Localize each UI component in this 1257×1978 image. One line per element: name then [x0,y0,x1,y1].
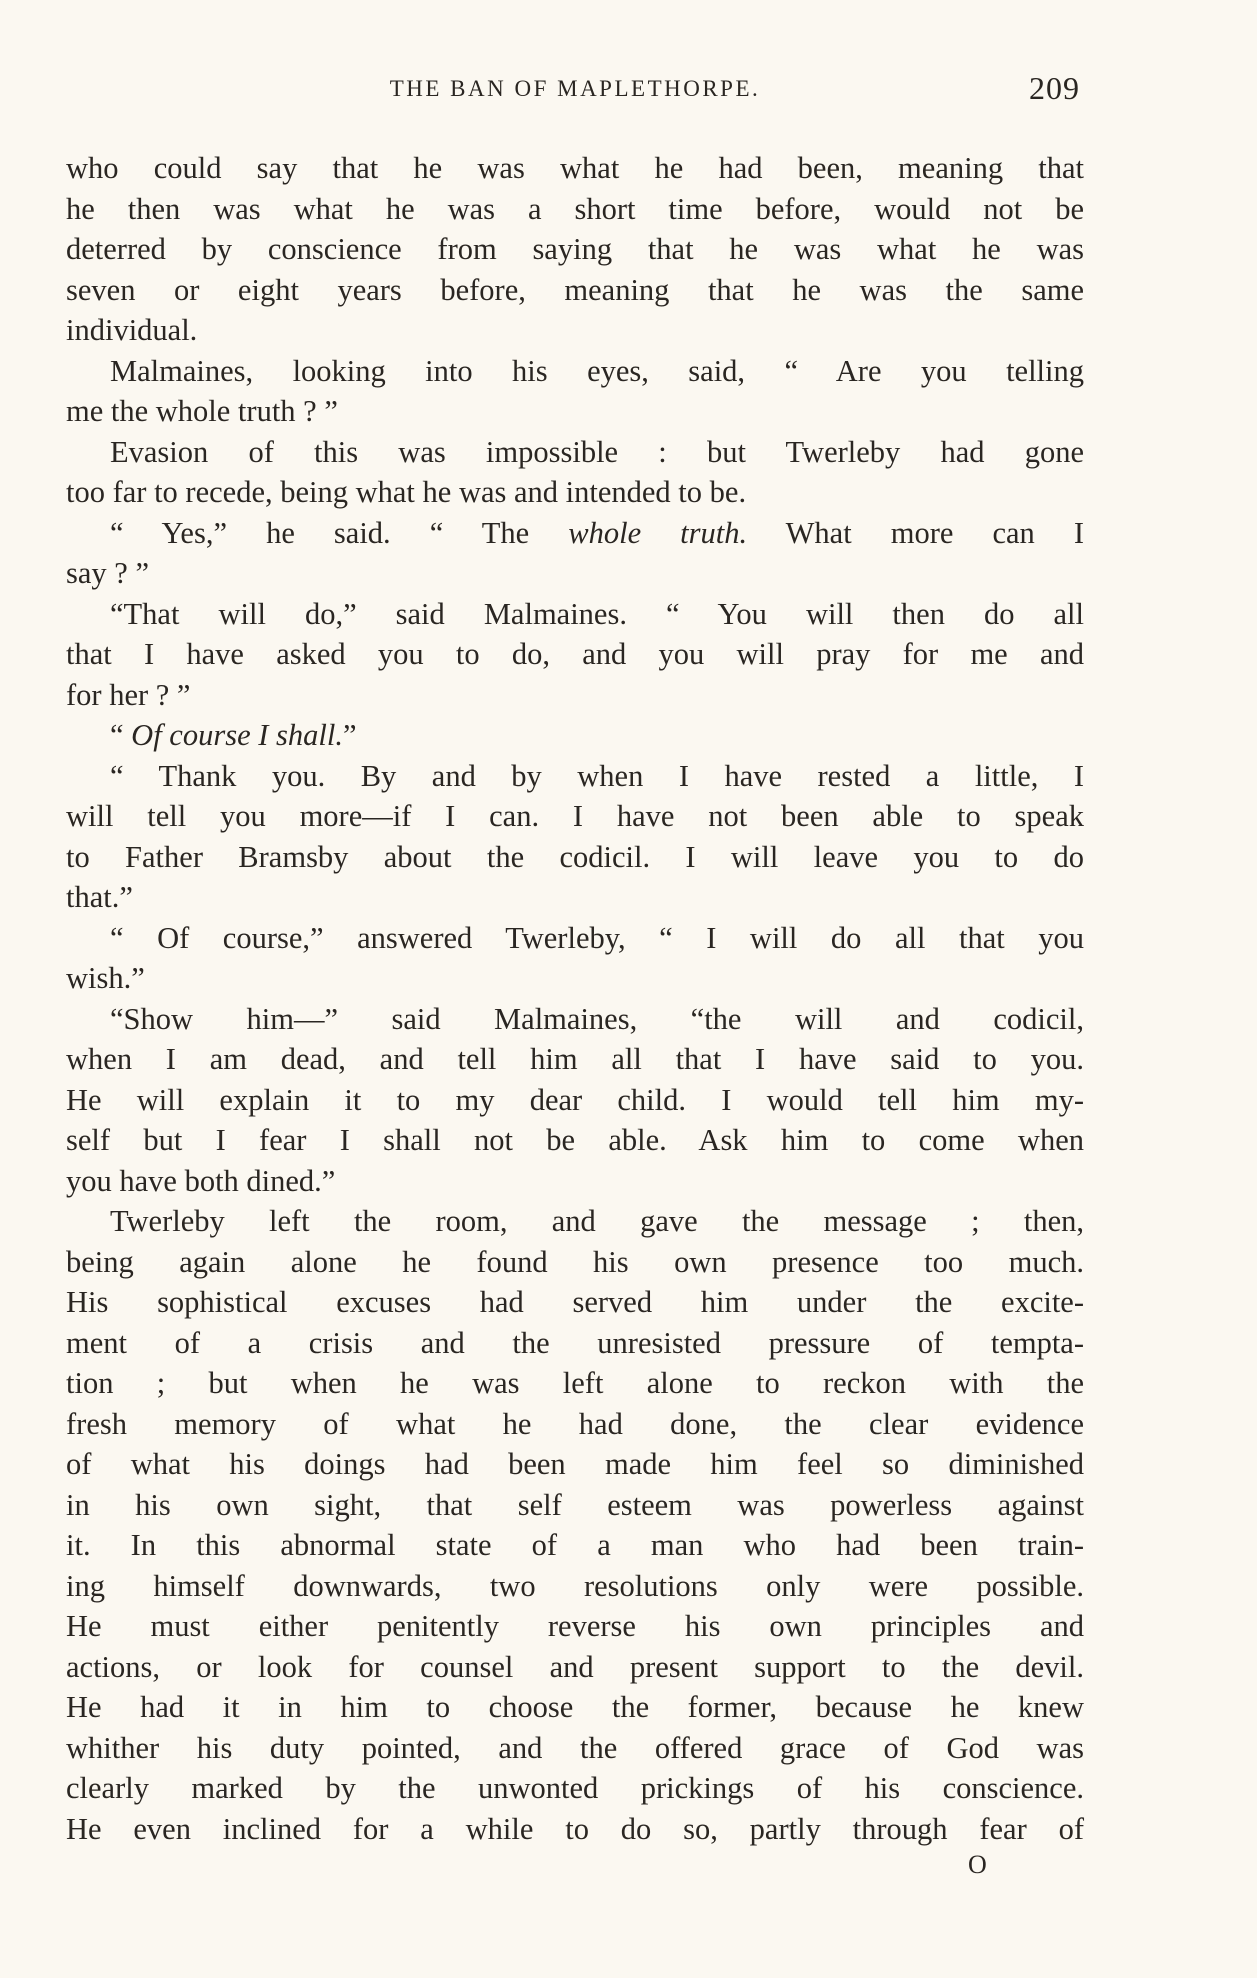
text-line: whither his duty pointed, and the offered grace of God was [66,1730,1084,1765]
text-line: will tell you more—if I can. I have not been able to speak [66,799,1084,833]
text-line: fresh memory of what he had done, the clear evidence [66,1406,1084,1441]
signature-mark: O [968,1850,987,1879]
text-line: clearly marked by the unwonted prickings of his conscience. [66,1771,1084,1805]
running-title: THE BAN OF MAPLETHORPE. [389,76,761,101]
text-line: self but I fear I shall not be able. Ask him to come when [66,1123,1084,1157]
text-line: “ Of course,” answered Twerleby, “ I will do all that you [110,920,1084,955]
text-line: to Father Bramsby about the codicil. I will leave you to do [66,839,1084,874]
body-text [66,148,1084,1849]
page-number: 209 [1029,70,1080,106]
text-line: Malmaines, looking into his eyes, said, “ Are you telling [110,353,1084,388]
text-line: Evasion of this was impossible : but Twerleby had gone [110,434,1084,469]
text-line: wish.” [66,961,145,995]
text-line: ment of a crisis and the unresisted pressure of tempta- [66,1325,1084,1360]
text-line: for her ? ” [66,677,191,712]
text-line: Twerleby left the room, and gave the message ; then, [110,1204,1084,1238]
text-line: say ? ” [66,556,149,590]
text-line: “ Thank you. By and by when I have rested a little, I [110,758,1084,793]
text-line: He will explain it to my dear child. I would tell him my- [66,1082,1084,1117]
text-line: ing himself downwards, two resolutions only were possible. [66,1568,1084,1603]
text-line: “ Yes,” he said. “ The whole truth. What more can I [110,515,1084,550]
text-line: actions, or look for counsel and present support to the devil. [66,1649,1084,1684]
text-line: when I am dead, and tell him all that I have said to you. [66,1042,1084,1076]
text-line: He must either penitently reverse his own principles and [66,1609,1084,1643]
text-line: individual. [66,313,198,347]
text-line: “That will do,” said Malmaines. “ You will then do all [110,596,1084,631]
text-line: that I have asked you to do, and you will pray for me and [66,637,1084,671]
text-line: He even inclined for a while to do so, partly through fear of [66,1811,1084,1846]
text-line: who could say that he was what he had been, meaning that [66,151,1084,185]
text-line: seven or eight years before, meaning that he was the same [66,272,1084,307]
text-line: “ Of course I shall.” [110,718,357,752]
text-line: you have both dined.” [66,1163,336,1198]
text-line: that.” [66,880,133,914]
text-line: of what his doings had been made him feel so diminished [66,1447,1084,1481]
text-line: His sophistical excuses had served him under the excite- [66,1285,1084,1319]
text-line: deterred by conscience from saying that he was what he was [66,232,1084,266]
text-line: too far to recede, being what he was and intended to be. [66,475,747,509]
text-line: he then was what he was a short time before, would not be [66,191,1084,226]
running-head [66,70,1084,110]
text-line: me the whole truth ? ” [66,394,338,428]
text-line: “Show him—” said Malmaines, “the will and codicil, [110,1001,1084,1036]
text-line: tion ; but when he was left alone to reckon with the [66,1366,1084,1400]
text-line: in his own sight, that self esteem was powerless against [66,1487,1084,1522]
text-line: being again alone he found his own presence too much. [66,1244,1084,1279]
text-line: it. In this abnormal state of a man who had been train- [66,1528,1084,1562]
text-line: He had it in him to choose the former, because he knew [66,1690,1084,1724]
